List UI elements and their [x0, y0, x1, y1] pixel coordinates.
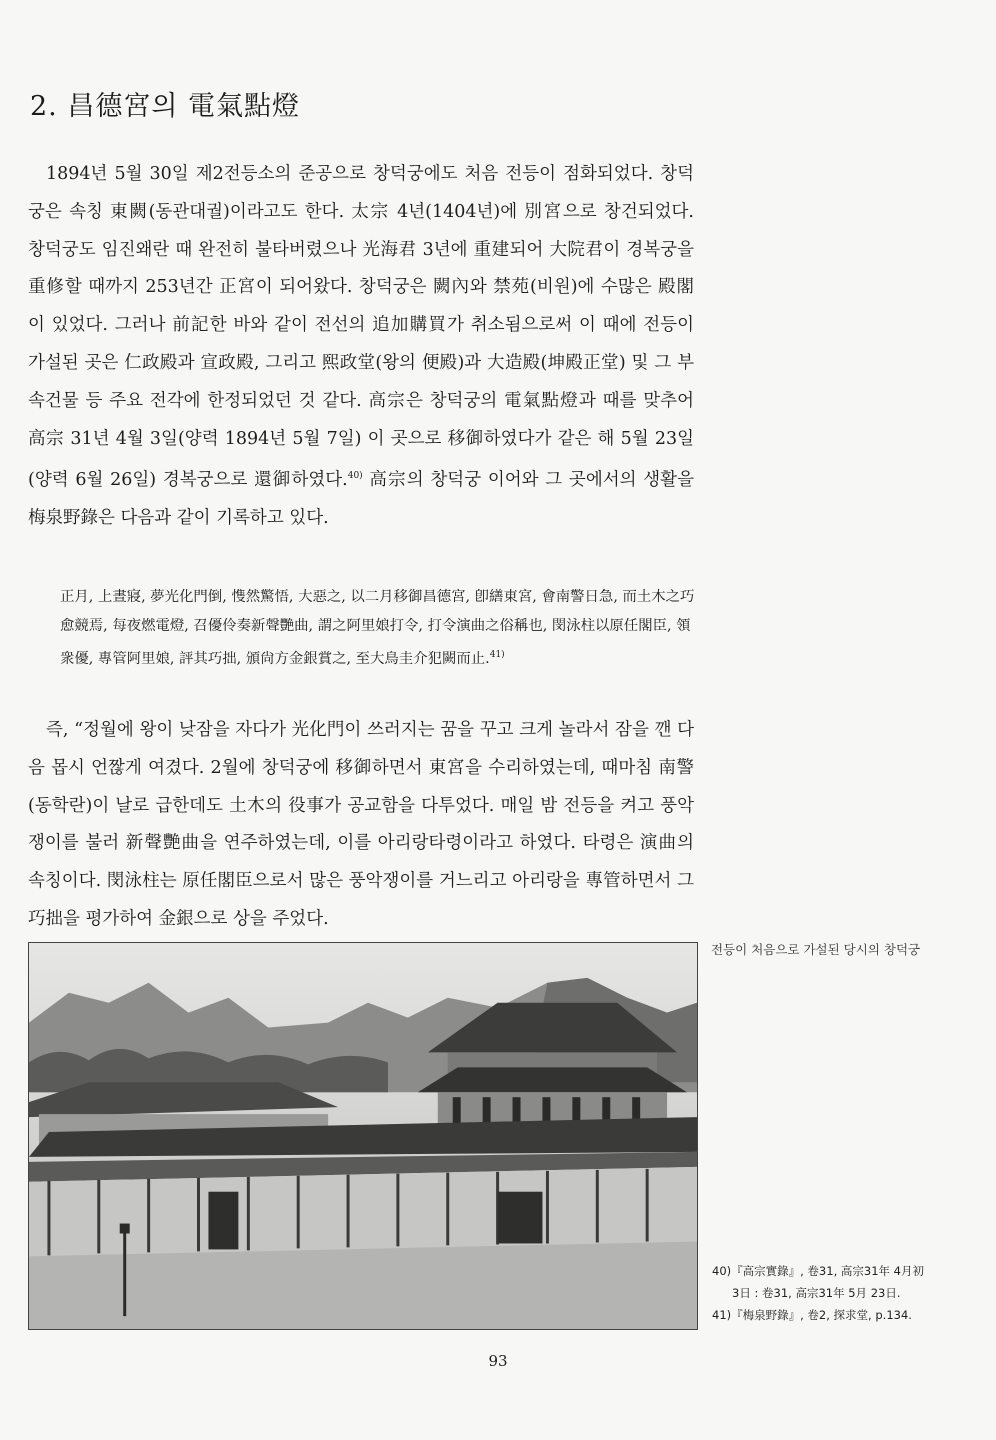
footnote-40-line-2: 3日 : 卷31, 高宗31年 5月 23日. — [732, 1286, 901, 1300]
photo-caption: 전등이 처음으로 가설된 당시의 창덕궁 — [711, 942, 921, 957]
quoted-source — [60, 583, 700, 674]
footnote-ref-41: 41) — [489, 650, 505, 660]
paragraph-2: 즉, “정월에 왕이 낮잠을 자다가 光化門이 쓰러지는 꿈을 꾸고 크게 놀라서 잠을 깬 다음 몹시 언짢게 여겼다. 2월에 창덕궁에 移御하면서 東宮을 수리하였는데, 때마침 南警(동학란)이 날로 급한데도 土木의 役事가 공교함을 다투었다. 매일 밤 전등을 켜고 풍악쟁이를 불러 新聲艷曲을 연주하였는데, 이를 아리랑타령이라고 하였다. 타령은 演曲의 속칭이다. 閔泳柱는 原任閣臣으로서 많은 풍악쟁이를 거느리고 아리랑을 專管하면서 그 巧拙을 평가하여 金銀으로 상을 주었다. — [28, 720, 694, 929]
footnote-41: 41)『梅泉野錄』, 卷2, 探求堂, p.134. — [712, 1308, 912, 1322]
palace-photo — [28, 942, 698, 1330]
footnotes — [712, 1260, 972, 1326]
page-number: 93 — [488, 1352, 508, 1370]
footnote-ref-40: 40) — [347, 471, 363, 482]
paragraph-1-text: 1894년 5월 30일 제2전등소의 준공으로 창덕궁에도 처음 전등이 점화되었다. 창덕궁은 속칭 東闕(동관대궐)이라고도 한다. 太宗 4년(1404년)에 別宮으로 창건되었다. 창덕궁도 임진왜란 때 완전히 불타버렸으나 光海君 3년에 重建되어 大院君이 경복궁을 重修할 때까지 253년간 正宮이 되어왔다. 창덕궁은 闕內와 禁苑(비원)에 수많은 殿閣이 있었다. 그러나 前記한 바와 같이 전선의 追加購買가 취소됨으로써 이 때에 전등이 가설된 곳은 仁政殿과 宣政殿, 그리고 熙政堂(왕의 便殿)과 大造殿(坤殿正堂) 및 그 부속건물 등 주요 전각에 한정되었던 것 같다. 高宗은 창덕궁의 電氣點燈과 때를 맞추어 高宗 31년 4월 3일(양력 1894년 5월 7일) 이 곳으로 移御하였다가 같은 해 5월 23일(양력 6월 26일) 경복궁으로 還御하였다. — [28, 164, 694, 491]
paragraph-1 — [28, 156, 694, 538]
section-heading: 2. 昌德宮의 電氣點燈 — [30, 91, 301, 122]
quote-text: 正月, 上晝寢, 夢光化門倒, 愯然驚悟, 大惡之, 以二月移御昌德宮, 卽繕東宮, 會南警日急, 而土木之巧愈競焉, 每夜燃電燈, 召優伶奏新聲艷曲, 謂之阿里娘打令, 打令演曲之俗稱也, 閔泳柱以原任閣臣, 領衆優, 專管阿里娘, 評其巧拙, 頒尙方金銀賞之, 至大鳥圭介犯闕而止. — [60, 589, 695, 667]
paragraph-1-tail: 高宗의 창덕궁 이어와 그 곳에서의 생활을 梅泉野錄은 다음과 같이 기록하고 있다. — [28, 470, 694, 528]
palace-photo-image — [29, 943, 697, 1329]
footnote-40-line-1: 40)『高宗實錄』, 卷31, 高宗31年 4月初 — [712, 1264, 924, 1278]
